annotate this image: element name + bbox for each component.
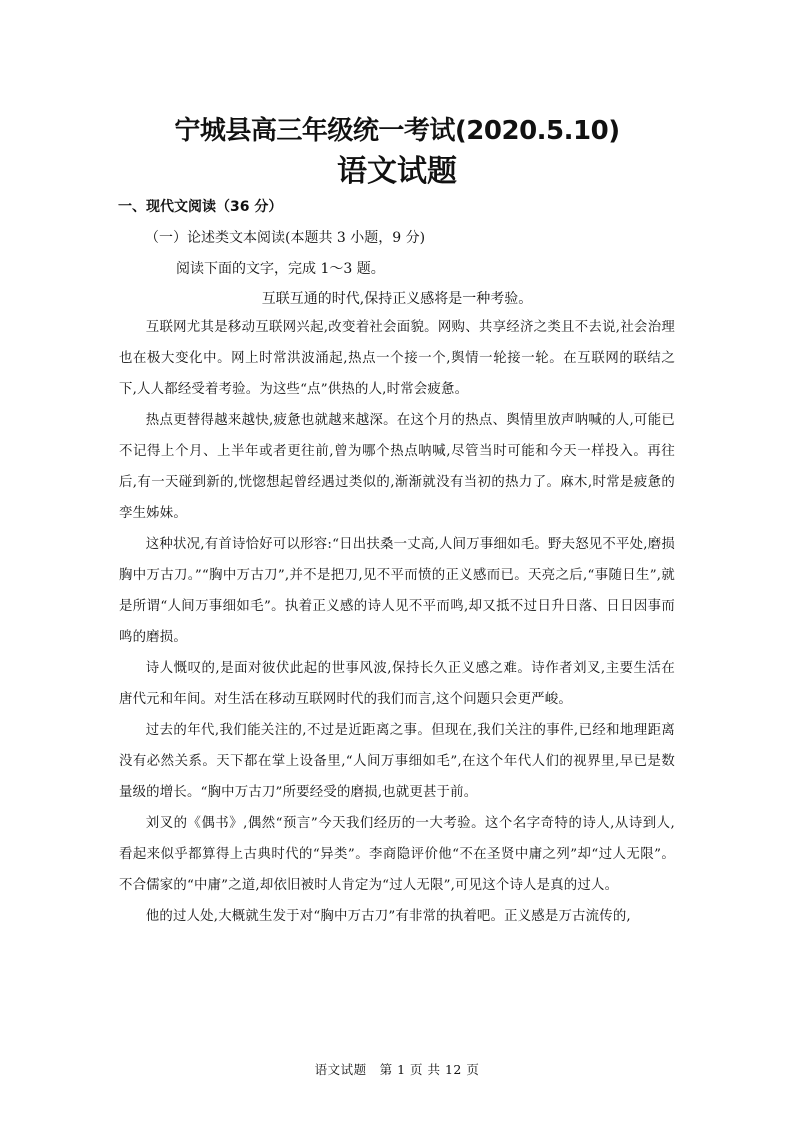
article-paragraph: 诗人慨叹的,是面对彼伏此起的世事风波,保持长久正义感之难。诗作者刘叉,主要生活在唐代元和年间。对生活在移动互联网时代的我们而言,这个问题只会更严峻。 xyxy=(119,661,675,707)
exam-subject-title: 语文试题 xyxy=(337,154,457,189)
article-paragraph: 他的过人处,大概就生发于对“胸中万古刀”有非常的执着吧。正义感是万古流传的, xyxy=(145,909,631,924)
article-paragraph: 这种状况,有首诗恰好可以形容:“日出扶桑一丈高,人间万事细如毛。野夫怒见不平处,磨损胸中万古刀。”“胸中万古刀”,并不是把刀,见不平而愤的正义感而已。天亮之后,“事随日生”,就是所谓“人间万事细如毛”。执着正义感的诗人见不平而鸣,却又抵不过日升日落、日日因事而鸣的磨损。 xyxy=(119,537,675,645)
reading-instruction: 阅读下面的文字，完成 1～3 题。 xyxy=(176,261,385,277)
article-paragraph: 过去的年代,我们能关注的,不过是近距离之事。但现在,我们关注的事件,已经和地理距离没有必然关系。天下都在掌上设备里,“人间万事细如毛”,在这个年代人们的视界里,早已是数量级的增长。“胸中万古刀”所要经受的磨损,也就更甚于前。 xyxy=(119,723,675,800)
section-heading: 一、现代文阅读（36 分） xyxy=(118,199,283,215)
exam-title: 宁城县高三年级统一考试(2020.5.10) xyxy=(174,116,620,146)
section-subheading: （一）论述类文本阅读(本题共 3 小题，9 分) xyxy=(145,230,426,246)
article-paragraph: 互联网尤其是移动互联网兴起,改变着社会面貌。网购、共享经济之类且不去说,社会治理也在极大变化中。网上时常洪波涌起,热点一个接一个,舆情一轮接一轮。在互联网的联结之下,人人都经受着考验。为这些“点”供热的人,时常会疲惫。 xyxy=(119,320,675,397)
article-title: 互联互通的时代,保持正义感将是一种考验。 xyxy=(261,291,533,307)
article-paragraph: 热点更替得越来越快,疲惫也就越来越深。在这个月的热点、舆情里放声呐喊的人,可能已不记得上个月、上半年或者更往前,曾为哪个热点呐喊,尽管当时可能和今天一样投入。再往后,有一天碰到新的,恍惚想起曾经遇过类似的,渐渐就没有当初的热力了。麻木,时常是疲惫的孪生姊妹。 xyxy=(119,413,675,521)
article-paragraph: 刘叉的《偶书》,偶然“预言”今天我们经历的一大考验。这个名字奇特的诗人,从诗到人,看起来似乎都算得上古典时代的“异类”。李商隐评价他“不在圣贤中庸之列”却“过人无限”。不合儒家的“中庸”之道,却依旧被时人肯定为“过人无限”,可见这个诗人是真的过人。 xyxy=(119,816,675,893)
page-footer: 语文试题 第 1 页 共 12 页 xyxy=(314,1062,480,1077)
article-body xyxy=(119,312,675,932)
